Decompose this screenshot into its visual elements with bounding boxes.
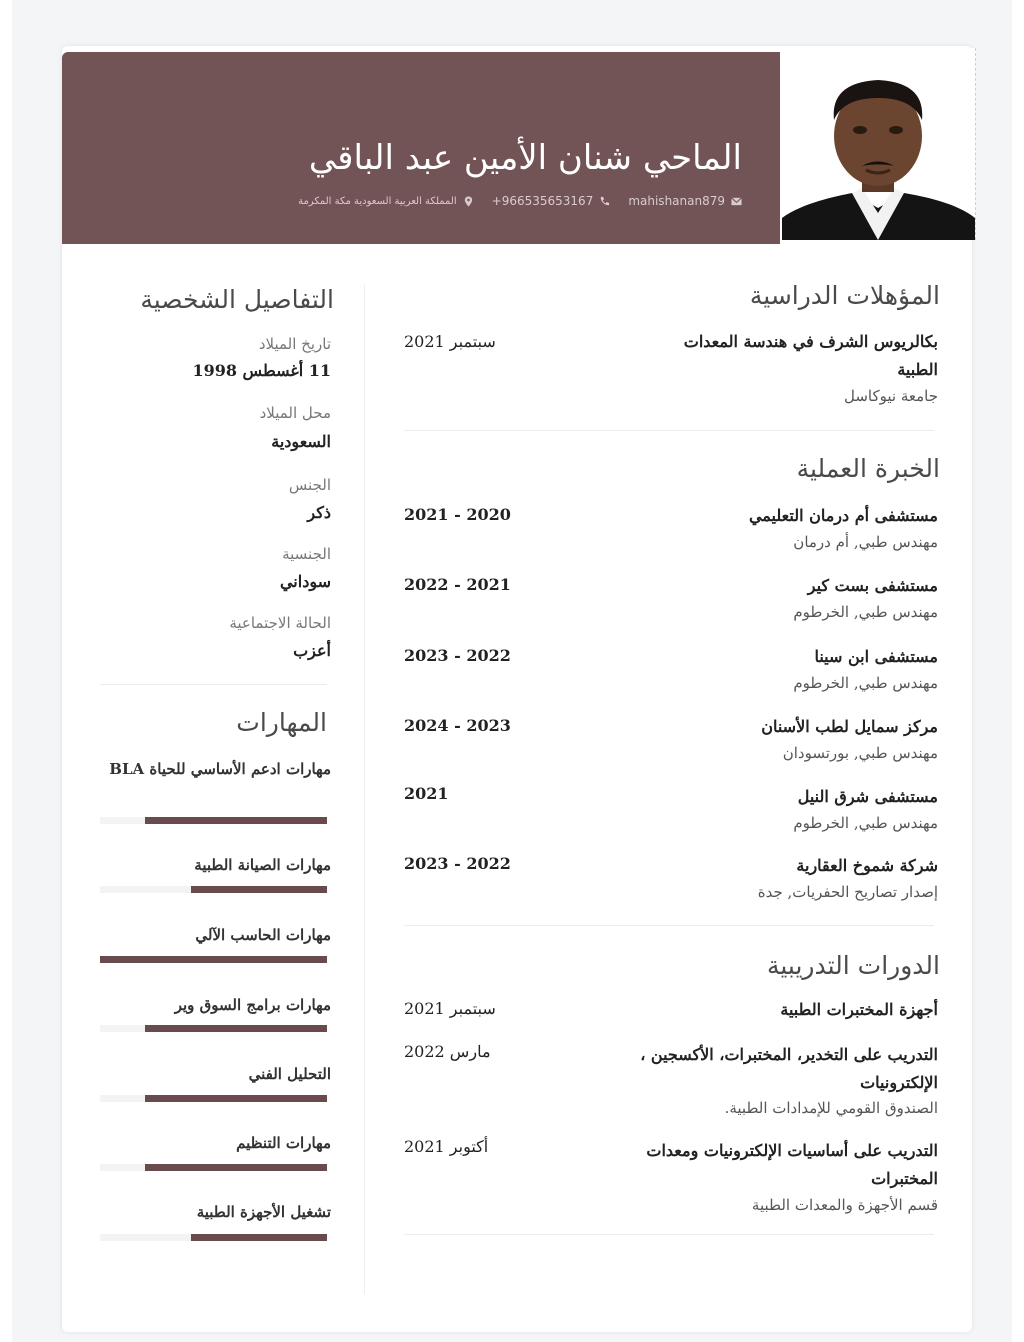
- education-date: سبتمبر 2021: [404, 332, 496, 351]
- email-text: mahishanan879: [628, 194, 725, 208]
- skill-bar: [100, 1234, 327, 1241]
- experience-item-date: 2021: [404, 784, 449, 803]
- location-text: المملكة العربية السعودية مكة المكرمة: [298, 195, 457, 207]
- birthplace-value: السعودية: [271, 432, 331, 451]
- experience-item-sub: مهندس طبي, أم درمان: [793, 533, 938, 551]
- experience-item-title: مستشفى أم درمان التعليمي: [748, 506, 938, 525]
- experience-item-date: 2023 - 2024: [404, 716, 511, 735]
- skill-label: مهارات ادعم الأساسي للحياة BLA: [109, 760, 331, 778]
- course-item-title: أجهزة المختبرات الطبية: [780, 1000, 938, 1019]
- skill-bar-fill: [145, 817, 327, 824]
- section-divider: [100, 684, 327, 685]
- skill-bar: [100, 956, 327, 963]
- experience-item-title: مستشفى شرق النيل: [797, 787, 938, 806]
- skills-title: المهارات: [236, 708, 327, 737]
- phone-icon: [599, 196, 610, 207]
- course-item-date: مارس 2022: [404, 1042, 491, 1061]
- education-degree: بكالريوس الشرف في هندسة المعدات الطبية: [683, 332, 938, 379]
- skill-label: تشغيل الأجهزة الطبية: [196, 1203, 331, 1221]
- experience-item-title: مركز سمايل لطب الأسنان: [761, 717, 938, 736]
- full-name: الماحي شنان الأمين عبد الباقي: [308, 138, 742, 178]
- nationality-label: الجنسية: [282, 545, 331, 563]
- skill-bar-fill: [100, 956, 327, 963]
- nationality-value: سوداني: [279, 572, 331, 591]
- skill-bar-fill: [145, 1095, 327, 1102]
- contact-location: [298, 196, 474, 207]
- experience-item-sub: مهندس طبي, الخرطوم: [793, 674, 938, 692]
- experience-item-sub: مهندس طبي, بورتسودان: [782, 744, 938, 762]
- experience-item-date: 2020 - 2021: [404, 505, 511, 524]
- skill-bar-fill: [191, 1234, 327, 1241]
- skill-label: مهارات التنظيم: [236, 1134, 331, 1152]
- gender-label: الجنس: [288, 476, 331, 494]
- right-frame: [1012, 0, 1024, 1342]
- section-divider: [404, 430, 934, 431]
- marital-status-label: الحالة الاجتماعية: [229, 614, 331, 632]
- location-pin-icon: [463, 196, 474, 207]
- course-item-sub: قسم الأجهزة والمعدات الطبية: [751, 1196, 938, 1214]
- skill-bar: [100, 1025, 327, 1032]
- experience-item-date: 2022 - 2023: [404, 854, 511, 873]
- experience-item-title: مستشفى ابن سينا: [814, 647, 938, 666]
- skill-label: التحليل الفني: [248, 1065, 331, 1083]
- gender-value: ذكر: [307, 503, 331, 522]
- course-item-title: التدريب على أساسيات الإلكترونيات ومعدات المختبرات: [646, 1141, 938, 1188]
- contact-row: [298, 194, 742, 208]
- skill-label: مهارات برامج السوق وير: [174, 996, 331, 1014]
- course-item-date: سبتمبر 2021: [404, 999, 496, 1018]
- marital-status-value: أعزب: [293, 641, 331, 660]
- education-title: المؤهلات الدراسية: [749, 281, 940, 310]
- skill-label: مهارات الصيانة الطبية: [194, 856, 331, 874]
- birthplace-label: محل الميلاد: [259, 404, 331, 422]
- experience-item-sub: مهندس طبي, الخرطوم: [793, 603, 938, 621]
- skill-bar: [100, 1164, 327, 1171]
- portrait-illustration: [782, 48, 975, 240]
- section-divider: [404, 1234, 934, 1235]
- course-item-title: التدريب على التخدير، المختبرات، الأكسجين ، الإلكترونيات: [640, 1045, 938, 1092]
- profile-photo: [782, 48, 976, 240]
- skill-bar-fill: [191, 886, 327, 893]
- column-divider: [364, 284, 365, 1294]
- courses-title: الدورات التدريبية: [766, 951, 940, 980]
- experience-item-date: 2021 - 2022: [404, 575, 511, 594]
- section-divider: [404, 925, 934, 926]
- birthdate-value: 11 أغسطس 1998: [192, 361, 331, 380]
- personal-title: التفاصيل الشخصية: [140, 285, 334, 314]
- experience-item-sub: إصدار تصاريح الحفريات, جدة: [757, 883, 938, 901]
- education-school: جامعة نيوكاسل: [843, 387, 938, 405]
- skill-bar: [100, 817, 327, 824]
- experience-item-date: 2022 - 2023: [404, 646, 511, 665]
- skill-bar-fill: [145, 1025, 327, 1032]
- skill-bar: [100, 1095, 327, 1102]
- course-item-date: أكتوبر 2021: [404, 1137, 489, 1156]
- contact-phone[interactable]: [492, 194, 611, 208]
- skill-bar: [100, 886, 327, 893]
- birthdate-label: تاريخ الميلاد: [258, 335, 331, 353]
- skill-bar-fill: [145, 1164, 327, 1171]
- skill-label: مهارات الحاسب الآلي: [195, 926, 331, 944]
- course-item-sub: الصندوق القومي للإمدادات الطبية.: [724, 1099, 938, 1117]
- experience-item-sub: مهندس طبي, الخرطوم: [793, 814, 938, 832]
- envelope-icon: [731, 196, 742, 207]
- experience-item-title: شركة شموخ العقارية: [796, 856, 938, 875]
- phone-text: +966535653167: [491, 194, 594, 208]
- left-frame: [0, 0, 12, 1342]
- contact-email[interactable]: [628, 194, 742, 208]
- experience-item-title: مستشفى بست كير: [807, 576, 938, 595]
- experience-title: الخبرة العملية: [796, 454, 940, 483]
